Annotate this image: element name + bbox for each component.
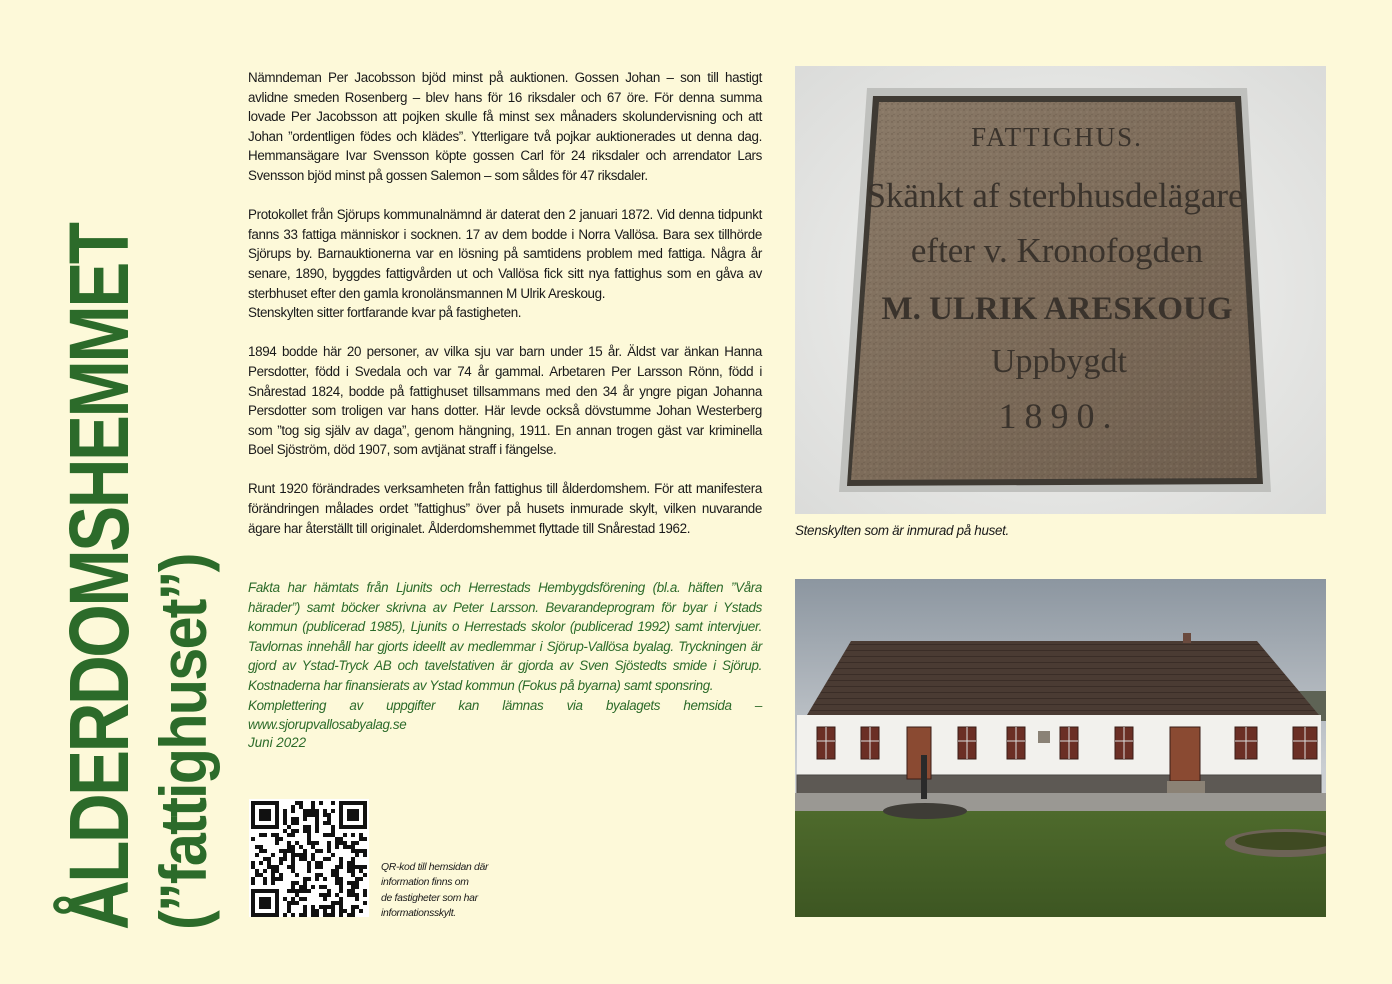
credits-text: Fakta har hämtats från Ljunits och Herrestads Hembygdsförening (bl.a. häften ”Våra härader”) samt böcker skrivna av Peter Larsson. Bevarandeprogram för byar i Ystads kommun (publicerad 1985), Ljunits o Herrestads skolor (publicerad 1992) samt intervjuer. Tavlornas innehåll har gjorts ideellt av medlemmar i Sjörup-Vallösa byalag. Tryckningen är gjord av Ystad-Tryck AB och tavelstativen är gjorda av Sven Sjöstedts smide i Sjörup. Kostnaderna har finansierats av Ystad kommun (Fokus på byarna) samt sponsring. [248,580,762,693]
qr-code-graphic [249,799,369,917]
qr-caption-line: QR-kod till hemsidan där [381,862,489,873]
qr-caption-line: information finns om [381,877,469,889]
plaque-line-2: Skänkt af sterbhusdelägare [866,176,1244,215]
qr-code[interactable] [249,799,369,917]
plaque-line-1: FATTIGHUS. [971,122,1143,152]
qr-caption [381,860,506,922]
plaque-line-5: Uppbygdt [991,343,1127,380]
paragraph-2-note: Stenskylten sitter fortfarande kvar på fastigheten. [248,305,522,321]
stone-plaque-caption: Stenskylten som är inmurad på huset. [795,523,1009,538]
paragraph-4: Runt 1920 förändrades verksamheten från fattighus till ålderdomshem. För att manifestera förändringen målades ordet ”fattighus” över på husets inmurade skylt, vilken nuvarande ägare har återställt till originalet. Ålderdomshemmet flyttade till Snårestad 1962. [248,481,762,536]
plaque-line-4: M. ULRIK ARESKOUG [881,291,1233,327]
paragraph-1: Nämndeman Per Jacobsson bjöd minst på auktionen. Gossen Johan – son till hastigt avlidne smeden Rosenberg – blev hans för 16 riksdaler och 67 öre. För denna summa lovade Per Jacobsson att pojken skulle få minst sex månaders skolundervisning och att Johan ”ordentligen födes och klädes”. Ytterligare två pojkar auktionerades ut denna dag. Hemmansägare Ivar Svensson köpte gossen Carl för 24 riksdaler och arrendator Lars Svensson bjöd minst på gossen Salemon – som såldes för 47 riksdaler. [248,70,762,183]
qr-caption-line: de fastigheter som har [381,892,478,904]
plaque-line-6: 1890. [998,396,1120,436]
paragraph-3: 1894 bodde här 20 personer, av vilka sju var barn under 15 år. Äldst var änkan Hanna Persdotter, född i Svedala och var 74 år gammal. Arbetaren Per Larsson Rönn, född i Snårestad 1824, bodde på fattighuset tillsammans med den 34 år yngre pigan Johanna Persdotter som troligen var hans dotter. Här levde också dövstumme Johan Westerberg som ”tog sig själv av daga”, genom hängning, 1911. En annan trogen gäst var kriminella Boel Sjöström, död 1907, som avtjänat straff i fängelse. [248,344,762,458]
paragraph-2 [248,205,762,323]
house-photo [795,579,1326,917]
article-body [248,68,762,558]
page-title-sub: (”fattighuset”) [146,554,220,930]
paragraph-2-text: Protokollet från Sjörups kommunalnämnd är daterat den 2 januari 1872. Vid denna tidpunkt fanns 33 fattiga människor i socknen. 17 av dem bodde i Norra Vallösa. Bara sex tillhörde Sjörups by. Barnauktionerna var en lösning på samtidens problem med fattiga. Några år senare, 1890, byggdes fattigvården ut och Vallösa fick sitt nya fattighus som en gåva av sterbhuset efter den gamla kronolänsmannen M Ulrik Areskoug. [248,207,762,301]
credits-block [248,578,762,735]
stone-plaque-photo [795,66,1326,514]
page-title [52,70,223,930]
credits-link-line: Komplettering av uppgifter kan lämnas via byalagets hemsida – www.sjorupvallosabyalag.se [248,697,762,733]
page-title-main: ÅLDERDOMSHEMMET [52,224,146,930]
publication-date: Juni 2022 [248,735,307,750]
qr-caption-line: informationsskylt. [381,908,456,920]
plaque-line-3: efter v. Kronofogden [910,231,1204,270]
